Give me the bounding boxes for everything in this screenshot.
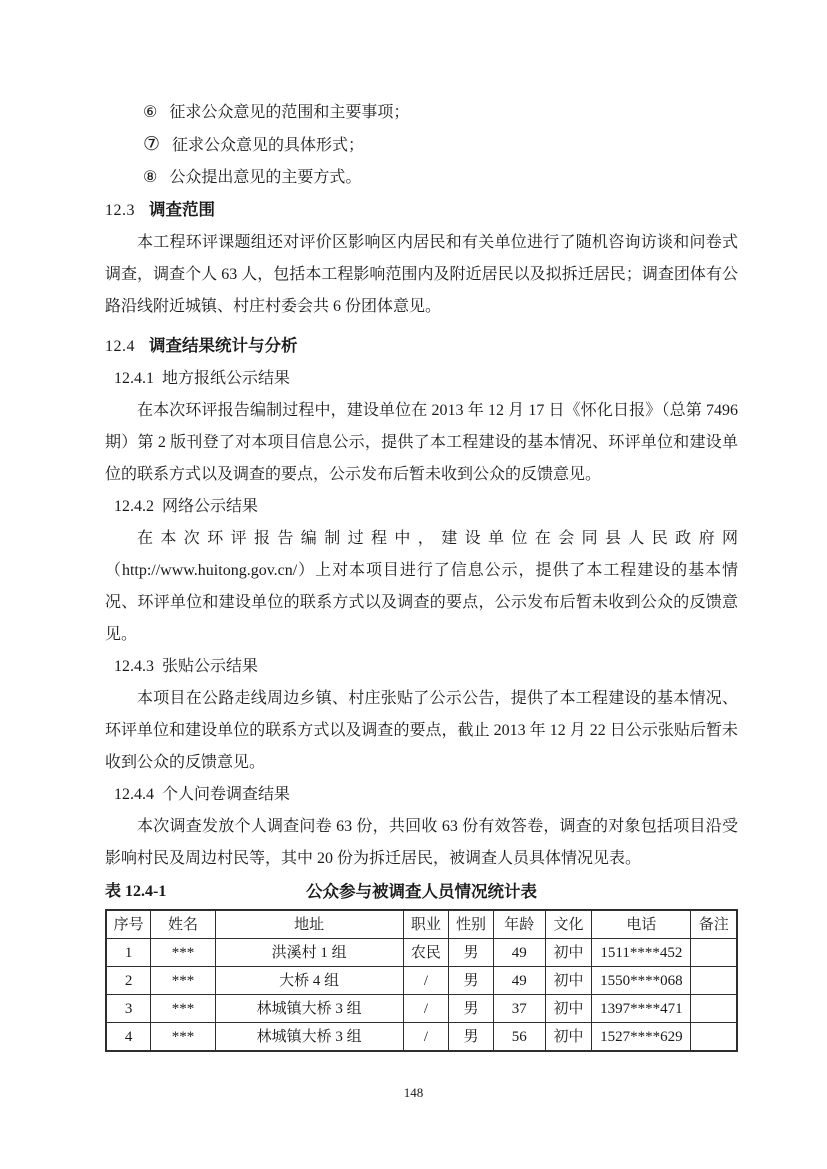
list-item-text: 公众提出意见的主要方式。 [169,169,362,186]
table-header-cell: 电话 [592,910,691,939]
section-number: 12.3 [105,202,135,219]
page-content [105,97,738,1052]
table-cell: 1397****471 [592,995,691,1023]
table-title: 公众参与被调查人员情况统计表 [306,883,537,901]
section-heading-12-4 [105,330,738,363]
survey-respondents-table [105,909,738,1052]
table-cell: / [403,995,448,1023]
table-cell: 农民 [403,939,448,967]
table-cell: 男 [449,995,494,1023]
table-cell: 3 [106,995,151,1023]
table-row [106,995,737,1023]
subsection-heading-12-4-2 [105,491,738,523]
table-header-cell: 性别 [449,910,494,939]
table-header-cell: 地址 [215,910,403,939]
subsection-number: 12.4.1 [114,370,154,387]
table-cell: 49 [493,939,545,967]
table-cell: 49 [493,967,545,995]
paragraph-web-result-line1: 在本次环评报告编制过程中，建设单位在会同县人民政府网 [137,530,738,547]
table-cell: / [403,1023,448,1052]
table-cell [691,995,737,1023]
list-item-text: 征求公众意见的范围和主要事项； [169,104,410,121]
list-item [105,162,738,194]
table-cell: 男 [449,967,494,995]
table-cell [691,967,737,995]
table-header-cell: 姓名 [151,910,215,939]
subsection-title: 地方报纸公示结果 [162,370,291,387]
table-header-cell: 职业 [403,910,448,939]
table-header-cell: 序号 [106,910,151,939]
table-cell: 初中 [545,1023,592,1052]
table-cell: 男 [449,1023,494,1052]
table-header-cell: 年龄 [493,910,545,939]
section-title: 调查范围 [149,201,215,219]
table-cell: 男 [449,939,494,967]
paragraph-questionnaire-result: 本次调查发放个人调查问卷 63 份，共回收 63 份有效答卷，调查的对象包括项目沿受影响村民及周边村民等，其中 20 份为拆迁居民，被调查人员具体情况见表。 [105,818,738,867]
table-cell: 初中 [545,995,592,1023]
table-cell: 1550****068 [592,967,691,995]
paragraph-web-result: （http://www.huitong.gov.cn/）上对本项目进行了信息公示，提供了本工程建设的基本情况、环评单位和建设单位的联系方式以及调查的要点，公示发布后暂未收到公众的反馈意见。 [105,562,738,643]
table-row [106,967,737,995]
table-cell: 1 [106,939,151,967]
numbered-list [105,97,738,194]
paragraph-poster-result: 本项目在公路走线周边乡镇、村庄张贴了公示公告，提供了本工程建设的基本情况、环评单位和建设单位的联系方式以及调查的要点，截止 2013 年 12 月 22 日公示张贴后暂未收到公众的反馈意见。 [105,690,738,771]
table-cell: *** [151,967,215,995]
subsection-number: 12.4.3 [114,658,154,675]
table-cell [691,1023,737,1052]
paragraph-survey-scope: 本工程环评课题组还对评价区影响区内居民和有关单位进行了随机咨询访谈和问卷式调查，调查个人 63 人，包括本工程影响范围内及附近居民以及拟拆迁居民；调查团体有公路沿线附近城镇、村庄村委会共 6 份团体意见。 [105,234,738,315]
table-cell: 大桥 4 组 [215,967,403,995]
subsection-heading-12-4-1 [105,363,738,395]
subsection-title: 张贴公示结果 [162,658,259,675]
table-label: 表 12.4-1 [105,883,167,900]
section-number: 12.4 [105,338,135,355]
table-cell: / [403,967,448,995]
table-cell: 4 [106,1023,151,1052]
table-cell: 37 [493,995,545,1023]
subsection-title: 网络公示结果 [162,498,259,515]
subsection-number: 12.4.4 [114,786,154,803]
subsection-heading-12-4-3 [105,651,738,683]
table-row [106,939,737,967]
table-cell: 56 [493,1023,545,1052]
table-caption [105,877,738,908]
table-header-row [106,910,737,939]
page-number: 148 [403,1085,424,1100]
list-item [105,97,738,129]
table-cell: 1511****452 [592,939,691,967]
table-header-cell: 备注 [691,910,737,939]
table-cell [691,939,737,967]
table-cell: *** [151,1023,215,1052]
table-header-cell: 文化 [545,910,592,939]
section-heading-12-3 [105,194,738,227]
table-cell: 林城镇大桥 3 组 [215,1023,403,1052]
table-cell: *** [151,939,215,967]
table-cell: *** [151,995,215,1023]
paragraph-newspaper-result: 在本次环评报告编制过程中，建设单位在 2013 年 12 月 17 日《怀化日报》（总第 7496 期）第 2 版刊登了对本项目信息公示，提供了本工程建设的基本情况、环评单位和建设单位的联系方式以及调查的要点，公示发布后暂未收到公众的反馈意见。 [105,402,738,483]
table-cell: 1527****629 [592,1023,691,1052]
subsection-heading-12-4-4 [105,779,738,811]
subsection-number: 12.4.2 [114,498,154,515]
section-title: 调查结果统计与分析 [149,337,298,355]
list-item [105,129,738,162]
table-cell: 初中 [545,939,592,967]
circled-6-marker: ⑥ [143,104,158,121]
circled-8-marker: ⑧ [143,169,158,186]
table-cell: 2 [106,967,151,995]
table-row [106,1023,737,1052]
subsection-title: 个人问卷调查结果 [162,786,291,803]
circled-7-marker: ⑦ [143,134,161,155]
table-cell: 洪溪村 1 组 [215,939,403,967]
list-item-text: 征求公众意见的具体形式； [172,137,365,154]
table-cell: 林城镇大桥 3 组 [215,995,403,1023]
table-cell: 初中 [545,967,592,995]
